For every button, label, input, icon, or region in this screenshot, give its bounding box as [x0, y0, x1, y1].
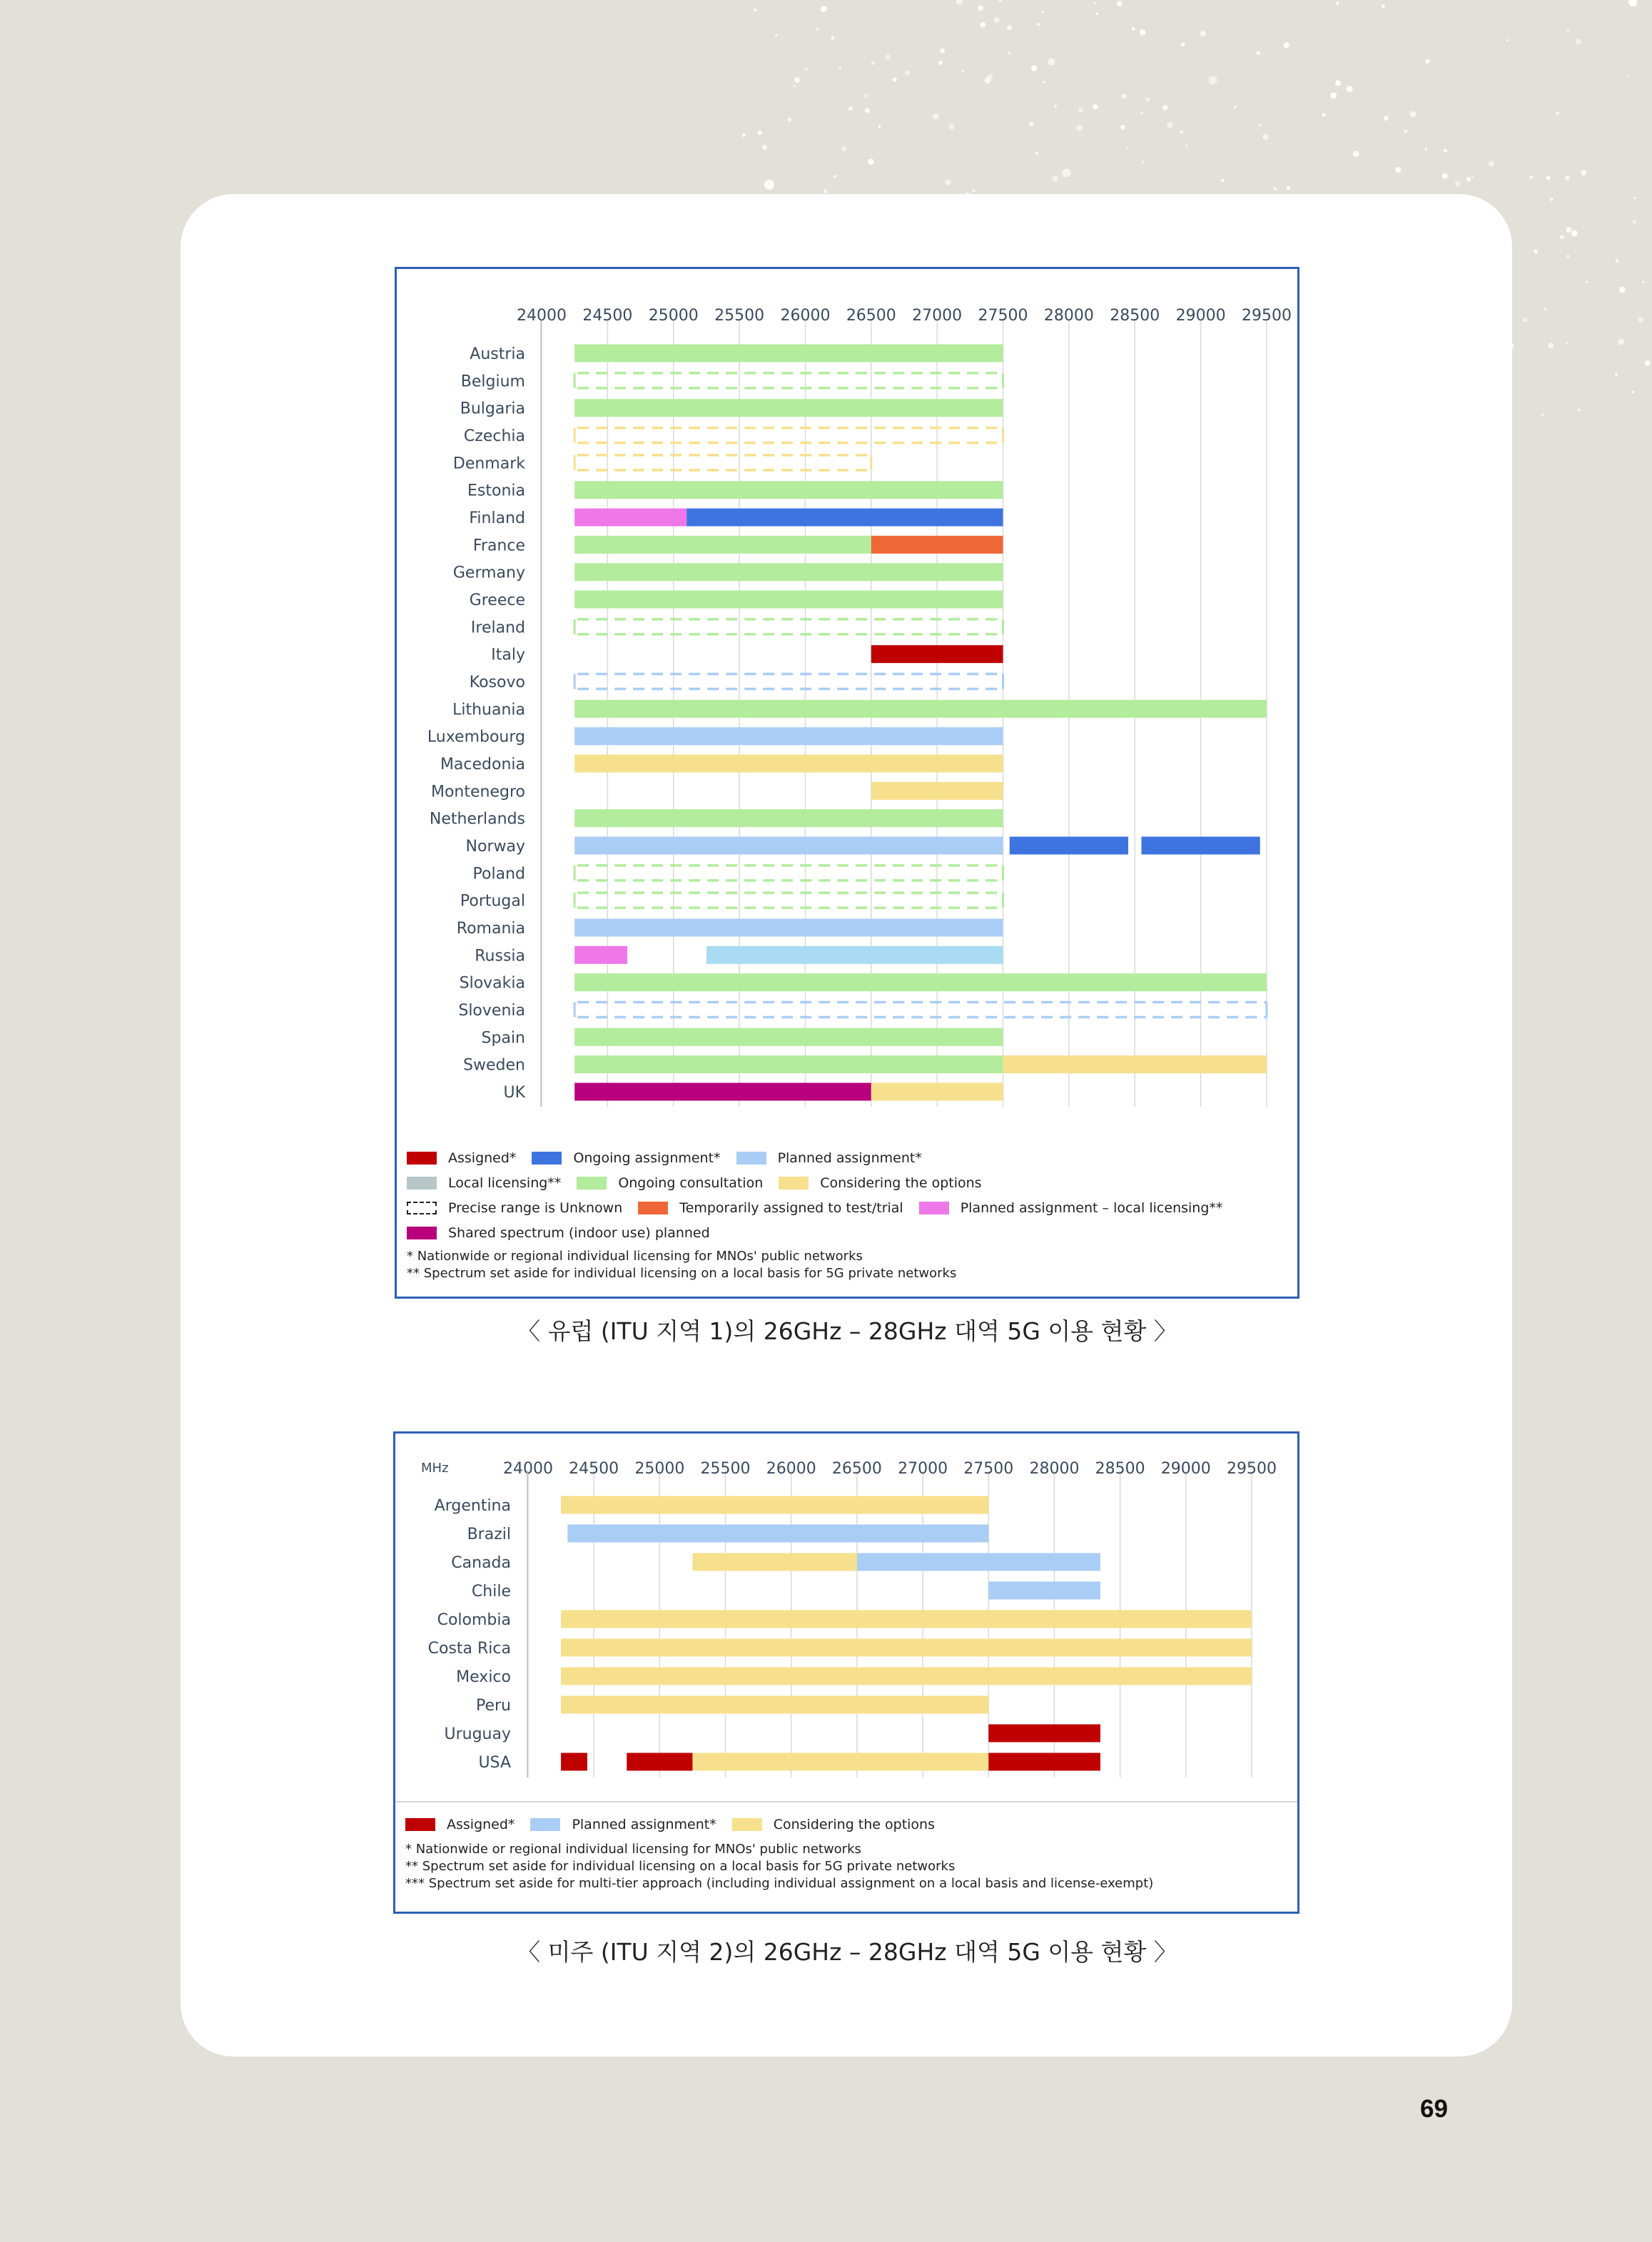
bar	[627, 1753, 692, 1771]
bar	[574, 1028, 1003, 1046]
decorative-dot	[865, 108, 870, 113]
decorative-dot	[841, 146, 846, 151]
decorative-dot	[1145, 98, 1150, 102]
decorative-dot	[941, 49, 946, 54]
decorative-dot	[1035, 151, 1038, 154]
decorative-dot	[1126, 148, 1129, 151]
country-label: Uruguay	[444, 1725, 511, 1743]
x-tick-label: 24000	[503, 1460, 553, 1478]
bar	[988, 1582, 1100, 1600]
decorative-dot	[1556, 112, 1559, 115]
decorative-dot	[1523, 318, 1528, 323]
decorative-dot	[787, 118, 791, 122]
country-label: Ireland	[470, 619, 525, 637]
legend-label: Planned assignment*	[777, 1150, 922, 1166]
bar	[574, 591, 1003, 609]
x-tick-label: 29000	[1175, 307, 1226, 325]
europe-chart-frame	[395, 267, 1299, 1299]
americas-chart-frame	[393, 1431, 1299, 1914]
decorative-dot	[1054, 105, 1057, 108]
decorative-dot	[878, 125, 881, 128]
legend-item	[407, 1200, 622, 1216]
decorative-dot	[1284, 42, 1289, 48]
legend-label: Assigned*	[447, 1816, 515, 1832]
decorative-dot	[1489, 161, 1494, 167]
x-tick-label: 25500	[700, 1460, 751, 1478]
legend-item	[779, 1175, 981, 1191]
decorative-dot	[1132, 27, 1135, 30]
decorative-dot	[805, 68, 808, 71]
country-label: Greece	[469, 591, 525, 609]
decorative-dot	[1029, 122, 1034, 127]
bar	[686, 509, 1003, 527]
bar	[692, 1553, 856, 1571]
country-label: Colombia	[437, 1611, 511, 1629]
country-label: Russia	[475, 947, 525, 965]
decorative-dot	[1262, 134, 1268, 140]
decorative-dot	[1628, 75, 1630, 77]
decorative-dot	[905, 71, 911, 76]
legend-label: Planned assignment*	[572, 1816, 716, 1832]
bar	[574, 399, 1003, 417]
decorative-dot	[1615, 373, 1618, 376]
country-label: Norway	[465, 837, 525, 856]
decorative-dot	[1566, 255, 1570, 258]
x-tick-label: 25000	[634, 1460, 685, 1478]
decorative-dot	[868, 158, 874, 165]
legend-label: Shared spectrum (indoor use) planned	[448, 1224, 710, 1241]
bar	[1010, 837, 1128, 855]
legend-label: Assigned*	[448, 1150, 517, 1166]
decorative-dot	[1395, 167, 1401, 173]
country-label: Kosovo	[469, 673, 525, 691]
decorative-dot	[1200, 31, 1206, 36]
decorative-dot	[1566, 342, 1568, 344]
decorative-dot	[1162, 105, 1168, 111]
decorative-dot	[949, 124, 955, 130]
americas-caption: 〈 미주 (ITU 지역 2)의 26GHz – 28GHz 대역 5G 이용 현황 〉	[517, 1938, 1177, 1966]
country-label: Costa Rica	[427, 1639, 511, 1658]
legend-label: Local licensing**	[448, 1175, 562, 1191]
legend-swatch	[407, 1152, 437, 1165]
legend-note-2: ** Spectrum set aside for individual licensing on a local basis for 5G private networks	[405, 1859, 956, 1874]
legend-item	[405, 1817, 515, 1832]
decorative-dot	[754, 9, 756, 11]
legend-swatch	[532, 1152, 562, 1165]
country-label: Italy	[491, 646, 525, 664]
country-label: Belgium	[460, 372, 525, 391]
bar	[574, 1083, 871, 1101]
country-label: Poland	[472, 865, 525, 883]
americas-chart	[395, 1434, 1297, 1805]
country-label: Sweden	[463, 1056, 525, 1075]
bar	[574, 1055, 1003, 1073]
country-label: Denmark	[452, 455, 525, 473]
decorative-dot	[1645, 360, 1651, 366]
decorative-dot	[1031, 65, 1038, 71]
bar	[574, 973, 1267, 991]
legend-label: Planned assignment – local licensing**	[960, 1199, 1223, 1216]
country-label: Brazil	[467, 1525, 511, 1543]
x-tick-label: 24500	[582, 307, 633, 325]
decorative-dot	[980, 22, 986, 28]
decorative-dot	[1444, 148, 1447, 152]
decorative-dot	[1322, 113, 1325, 116]
decorative-dot	[1330, 93, 1337, 99]
decorative-dot	[1043, 81, 1045, 83]
legend-swatch	[407, 1202, 437, 1214]
decorative-dot	[1353, 151, 1359, 157]
x-tick-label: 29500	[1242, 307, 1292, 325]
decorative-dot	[1042, 11, 1044, 13]
decorative-dot	[1078, 108, 1083, 113]
decorative-dot	[985, 78, 991, 84]
decorative-dot	[1382, 4, 1385, 8]
x-tick-label: 25500	[714, 307, 765, 325]
decorative-dot	[893, 78, 897, 82]
x-tick-label: 27500	[978, 307, 1028, 325]
x-tick-label: 28000	[1029, 1460, 1080, 1478]
bar	[988, 1725, 1100, 1743]
bar	[706, 946, 1003, 964]
decorative-dot	[1638, 317, 1643, 323]
decorative-dot	[1007, 25, 1012, 30]
europe-chart	[397, 269, 1297, 1135]
legend-item	[919, 1200, 1223, 1216]
decorative-dot	[1120, 125, 1125, 130]
bar	[1142, 837, 1260, 855]
decorative-dot	[742, 133, 746, 137]
country-label: Romania	[456, 919, 525, 938]
decorative-dot	[1180, 131, 1182, 133]
legend-item	[736, 1150, 922, 1166]
decorative-dot	[757, 131, 762, 136]
decorative-dot	[1008, 51, 1010, 54]
bar	[567, 1525, 988, 1543]
decorative-dot	[885, 54, 891, 60]
legend-swatch	[407, 1177, 437, 1190]
bar	[574, 919, 1003, 937]
decorative-dot	[1425, 59, 1429, 64]
decorative-dot	[945, 179, 951, 185]
decorative-dot	[1571, 230, 1578, 237]
legend-swatch	[736, 1152, 766, 1165]
decorative-dot	[1560, 235, 1564, 240]
decorative-dot	[1410, 111, 1417, 118]
decorative-dot	[961, 70, 964, 73]
decorative-dot	[838, 66, 841, 69]
decorative-dot	[1142, 161, 1145, 163]
decorative-dot	[1140, 111, 1143, 114]
legend-item	[530, 1817, 716, 1832]
legend-note-2: ** Spectrum set aside for individual licensing on a local basis for 5G private networks	[407, 1266, 957, 1281]
decorative-dot	[1404, 130, 1407, 133]
country-label: Netherlands	[429, 810, 525, 828]
decorative-dot	[1095, 12, 1098, 15]
decorative-dot	[1628, 0, 1637, 6]
country-label: Peru	[475, 1696, 511, 1715]
bar	[561, 1611, 1252, 1628]
legend-item	[407, 1175, 561, 1191]
decorative-dot	[1121, 93, 1127, 99]
country-label: Czechia	[463, 427, 525, 445]
decorative-dot	[1287, 186, 1290, 190]
country-label: Argentina	[434, 1496, 511, 1515]
decorative-dot	[824, 190, 827, 193]
page-number: 69	[1420, 2095, 1448, 2123]
decorative-dot	[1259, 123, 1262, 126]
bar	[574, 755, 1003, 773]
bar	[1003, 1055, 1267, 1073]
country-label: Lithuania	[452, 701, 525, 719]
legend-note-1: * Nationwide or regional individual licensing for MNOs' public networks	[407, 1249, 863, 1264]
decorative-dot	[1534, 250, 1538, 254]
decorative-dot	[1384, 116, 1389, 121]
country-label: USA	[478, 1753, 511, 1772]
legend-swatch	[577, 1177, 607, 1190]
country-label: Luxembourg	[427, 728, 525, 746]
decorative-dot	[1048, 59, 1055, 66]
decorative-dot	[1619, 287, 1626, 293]
x-tick-label: 26500	[831, 1460, 882, 1478]
x-tick-label: 29000	[1160, 1460, 1211, 1478]
decorative-dot	[1093, 104, 1098, 109]
country-label: Portugal	[460, 892, 525, 911]
decorative-dot	[1336, 2, 1339, 5]
bar	[871, 536, 1003, 554]
bar	[871, 782, 1003, 800]
decorative-dot	[794, 77, 800, 83]
decorative-dot	[1274, 188, 1277, 191]
decorative-dot	[1550, 198, 1554, 201]
legend-item	[407, 1150, 516, 1166]
decorative-dot	[1181, 43, 1185, 47]
decorative-dot	[848, 106, 853, 111]
americas-legend	[405, 1812, 1287, 1892]
x-tick-label: 24500	[569, 1460, 619, 1478]
bar	[574, 345, 1003, 362]
decorative-dot	[1632, 391, 1635, 394]
decorative-dot	[1234, 106, 1237, 108]
x-tick-label: 27000	[898, 1460, 948, 1478]
country-label: Spain	[481, 1029, 525, 1048]
europe-caption: 〈 유럽 (ITU 지역 1)의 26GHz – 28GHz 대역 5G 이용 현황 〉	[517, 1317, 1177, 1345]
x-tick-label: 29500	[1227, 1460, 1277, 1478]
decorative-dot	[956, 0, 963, 5]
legend-swatch	[407, 1227, 437, 1239]
bar	[871, 645, 1003, 663]
decorative-dot	[1549, 343, 1554, 348]
decorative-dot	[762, 145, 766, 149]
bar	[561, 1639, 1252, 1657]
decorative-dot	[1541, 413, 1544, 416]
decorative-dot	[1442, 173, 1448, 179]
country-label: Slovenia	[458, 1001, 525, 1020]
decorative-dot	[1425, 148, 1427, 150]
legend-item	[532, 1150, 720, 1166]
bar	[692, 1753, 988, 1771]
country-label: Austria	[470, 345, 525, 363]
decorative-dot	[775, 34, 777, 36]
decorative-dot	[871, 61, 875, 65]
legend-item	[577, 1175, 763, 1191]
decorative-dot	[833, 175, 837, 178]
decorative-dot	[933, 113, 939, 120]
decorative-dot	[1209, 76, 1217, 84]
bar	[561, 1496, 988, 1514]
legend-label: Considering the options	[773, 1816, 935, 1832]
decorative-dot	[1221, 179, 1225, 183]
unit-label: MHz	[421, 1461, 449, 1476]
decorative-dot	[1565, 176, 1570, 181]
decorative-dot	[1581, 170, 1586, 176]
decorative-dot	[1037, 23, 1040, 26]
decorative-dot	[1506, 39, 1509, 41]
decorative-dot	[1140, 29, 1146, 36]
x-tick-label: 28500	[1110, 307, 1160, 325]
country-label: Estonia	[467, 482, 525, 500]
decorative-dot	[994, 17, 1000, 23]
decorative-dot	[1616, 259, 1619, 263]
x-tick-label: 28500	[1095, 1460, 1145, 1478]
x-tick-label: 25000	[648, 307, 699, 325]
decorative-dot	[1117, 1, 1123, 6]
country-label: Slovakia	[459, 974, 525, 993]
x-tick-label: 26000	[780, 307, 831, 325]
legend-swatch	[530, 1818, 560, 1831]
decorative-dot	[1256, 51, 1260, 55]
legend-label: Ongoing consultation	[618, 1175, 764, 1191]
decorative-dot	[1053, 176, 1058, 181]
x-tick-label: 24000	[517, 307, 567, 325]
bar	[561, 1668, 1252, 1685]
country-label: Germany	[452, 564, 525, 582]
decorative-dot	[793, 85, 796, 88]
legend-item	[407, 1225, 710, 1241]
decorative-dot	[1546, 176, 1551, 180]
europe-legend	[407, 1145, 1287, 1282]
decorative-dot	[1633, 220, 1636, 223]
x-tick-label: 28000	[1043, 307, 1094, 325]
legend-note-1: * Nationwide or regional individual licensing for MNOs' public networks	[405, 1842, 861, 1857]
decorative-dot	[1578, 409, 1581, 412]
bar	[574, 809, 1003, 827]
legend-item	[732, 1817, 935, 1832]
bar	[574, 509, 686, 527]
x-tick-label: 27000	[912, 307, 963, 325]
decorative-dot	[816, 28, 819, 31]
decorative-dot	[1642, 280, 1645, 283]
bar	[574, 946, 627, 964]
legend-label: Considering the options	[820, 1175, 982, 1191]
legend-swatch	[919, 1202, 949, 1214]
country-label: UK	[503, 1083, 525, 1102]
decorative-dot	[1586, 281, 1588, 283]
legend-swatch	[405, 1818, 435, 1831]
decorative-dot	[1094, 1, 1097, 4]
legend-label: Ongoing assignment*	[573, 1150, 721, 1166]
bar	[857, 1553, 1100, 1571]
decorative-dot	[1063, 168, 1071, 177]
country-label: Finland	[469, 509, 525, 527]
x-tick-label: 26500	[846, 307, 896, 325]
bar	[574, 837, 1003, 855]
decorative-dot	[864, 93, 868, 98]
bar	[574, 727, 1003, 745]
country-label: Mexico	[456, 1668, 511, 1686]
country-label: Canada	[451, 1553, 511, 1572]
decorative-dot	[1335, 81, 1341, 86]
decorative-dot	[1466, 177, 1471, 181]
bar	[871, 1083, 1003, 1101]
x-tick-label: 26000	[766, 1460, 816, 1478]
decorative-dot	[1347, 86, 1353, 92]
bar	[988, 1753, 1100, 1771]
decorative-dot	[1471, 176, 1474, 178]
country-label: France	[472, 537, 525, 555]
decorative-dot	[821, 6, 827, 12]
bar	[561, 1753, 587, 1771]
decorative-dot	[978, 6, 983, 11]
bar	[561, 1696, 988, 1714]
decorative-dot	[973, 189, 976, 192]
legend-swatch	[732, 1818, 762, 1831]
legend-swatch	[779, 1177, 809, 1190]
decorative-dot	[1576, 39, 1581, 44]
decorative-dot	[1167, 122, 1173, 128]
decorative-dot	[938, 61, 943, 65]
decorative-dot	[764, 180, 774, 190]
bar	[574, 563, 1003, 581]
decorative-dot	[1076, 125, 1083, 131]
bar	[574, 700, 1267, 718]
bar	[574, 481, 1003, 499]
decorative-dot	[1529, 176, 1533, 179]
legend-label: Temporarily assigned to test/trial	[679, 1199, 903, 1216]
decorative-dot	[1618, 339, 1624, 345]
decorative-dot	[1455, 181, 1460, 186]
country-label: Chile	[471, 1582, 511, 1601]
x-tick-label: 27500	[963, 1460, 1014, 1478]
legend-swatch	[638, 1202, 668, 1214]
country-label: Macedonia	[440, 755, 525, 773]
decorative-dot	[1544, 308, 1546, 310]
legend-note-3: *** Spectrum set aside for multi-tier approach (including individual assignment on a local basis and license-exempt)	[405, 1876, 1154, 1891]
decorative-dot	[1566, 227, 1571, 233]
decorative-dot	[1633, 197, 1636, 199]
country-label: Montenegro	[430, 783, 525, 801]
decorative-dot	[1567, 29, 1570, 32]
decorative-dot	[831, 36, 834, 40]
legend-item	[638, 1200, 903, 1216]
bar	[574, 536, 871, 554]
legend-label: Precise range is Unknown	[448, 1199, 623, 1216]
decorative-dot	[1185, 144, 1188, 147]
decorative-dot	[998, 0, 1003, 2]
country-label: Bulgaria	[460, 400, 525, 418]
